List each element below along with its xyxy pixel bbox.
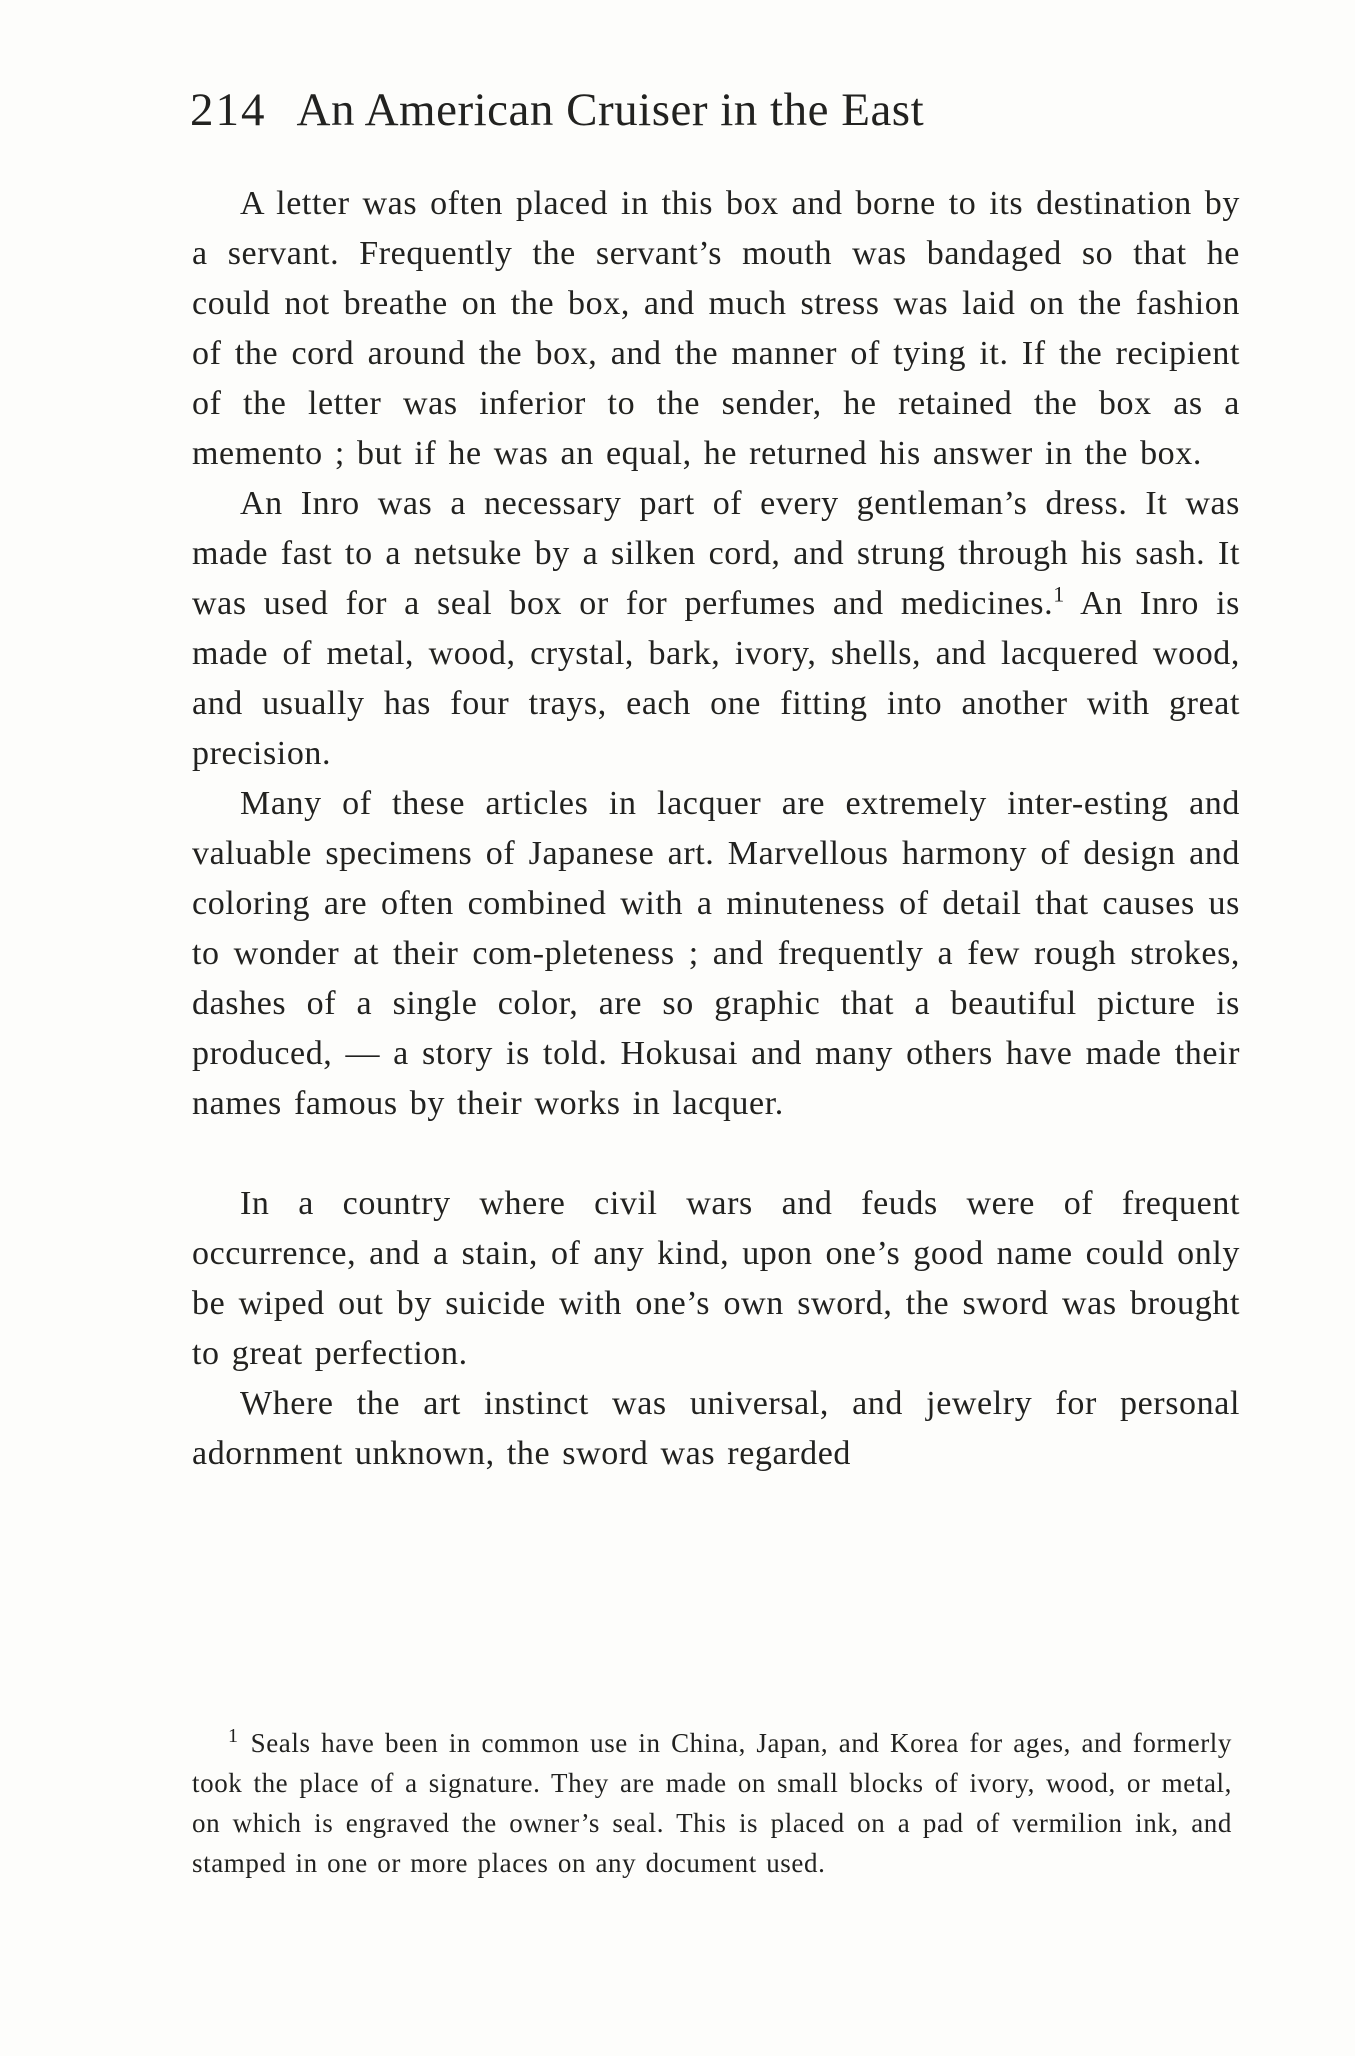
paragraph-inro-text-after: An Inro is made of metal, wood, crystal, bark, ivory, shells, and lacquered wood, and usually has four trays, each one fitting into another with great precision. xyxy=(192,585,1240,772)
running-title: An American Cruiser in the East xyxy=(296,84,925,136)
footnote-paragraph xyxy=(192,1723,1232,1883)
paragraph-sword: Where the art instinct was universal, and jewelry for personal adornment unknown, the sword was regarded xyxy=(192,1385,1240,1472)
footnote-marker: 1 xyxy=(228,1725,239,1747)
paragraph-inro xyxy=(192,479,1240,779)
footnote xyxy=(192,1723,1232,1883)
footnote-text: Seals have been in common use in China, Japan, and Korea for ages, and formerly took the place of a signature. They are made on small blocks of ivory, wood, or metal, on which is engraved the owner’s seal. This is placed on a pad of vermilion ink, and stamped in one or more places on any document used. xyxy=(192,1728,1232,1878)
paragraph-civil-wars: In a country where civil wars and feuds were of frequent occurrence, and a stain, of any kind, upon one’s good name could only be wiped out by suicide with one’s own sword, the sword was brought to great perfection. xyxy=(192,1185,1240,1372)
section-break xyxy=(192,1129,1240,1179)
body-text xyxy=(192,179,1240,1479)
paragraph-lacquer: Many of these articles in lacquer are extremely inter-esting and valuable specimens of Japanese art. Marvellous harmony of design and coloring are often combined with a minuteness of detail that causes us to wonder at their com-pleteness ; and frequently a few rough strokes, dashes of a single color, are so graphic that a beautiful picture is produced, — a story is told. Hokusai and many others have made their names famous by their works in lacquer. xyxy=(192,785,1240,1122)
paragraph-inro-text-before: An Inro was a necessary part of every gentleman’s dress. It was made fast to a netsuke by a silken cord, and strung through his sash. It was used for a seal box or for perfumes and medicines. xyxy=(192,485,1240,622)
footnote-reference: 1 xyxy=(1053,581,1065,607)
running-header xyxy=(190,80,1140,140)
page-number: 214 xyxy=(190,84,267,136)
paragraph-letter-box: A letter was often placed in this box and borne to its destination by a servant. Frequently the servant’s mouth was bandaged so that he could not breathe on the box, and much stress was laid on the fashion of the cord around the box, and the manner of tying it. If the recipient of the letter was inferior to the sender, he retained the box as a memento ; but if he was an equal, he returned his answer in the box. xyxy=(192,185,1240,472)
